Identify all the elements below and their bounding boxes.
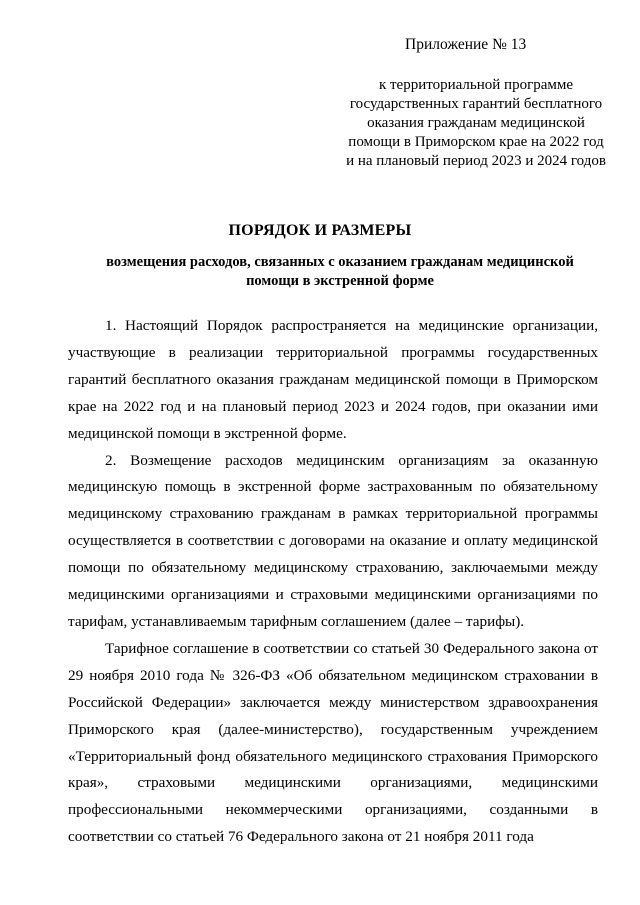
paragraph-2: 2. Возмещение расходов медицинским организациям за оказанную медицинскую помощь в экстренной форме застрахованным по обязательному медицинскому страхованию гражданам в рамках территориальной программы осуществляется в соответствии с договорами на оказание и оплату медицинской помощи по обязательному медицинскому страхованию, заключаемыми между медицинскими организациями и страховыми медицинскими организациями по тарифам, устанавливаемым тарифным соглашением (далее – тарифы). <box>68 451 598 630</box>
document-subtitle: возмещения расходов, связанных с оказанием гражданам медицинской помощи в экстренной форме <box>106 254 574 289</box>
document-body <box>68 313 598 851</box>
annex-description: к территориальной программе государственных гарантий бесплатного оказания гражданам медицинской помощи в Приморском крае на 2022 год и на плановый период 2023 и 2024 годов <box>346 77 606 169</box>
paragraph-1: 1. Настоящий Порядок распространяется на медицинские организации, участвующие в реализации территориальной программы государственных гарантий бесплатного оказания гражданам медицинской помощи в Приморском крае на 2022 год и на плановый период 2023 и 2024 годов, при оказании ими медицинской помощи в экстренной форме. <box>68 317 598 442</box>
document-title: ПОРЯДОК И РАЗМЕРЫ <box>228 222 412 239</box>
paragraph-3: Тарифное соглашение в соответствии со статьей 30 Федерального закона от 29 ноября 2010 года № 326-ФЗ «Об обязательном медицинском страховании в Российской Федерации» заключается между министерством здравоохранения Приморского края (далее-министерство), государственным учреждением «Территориальный фонд обязательного медицинского страхования Приморского края», страховыми медицинскими организациями, медицинскими профессиональными некоммерческими организациями, созданными в соответствии со статьей 76 Федерального закона от 21 ноября 2011 года <box>68 639 598 846</box>
annex-number: Приложение № 13 <box>405 36 527 53</box>
